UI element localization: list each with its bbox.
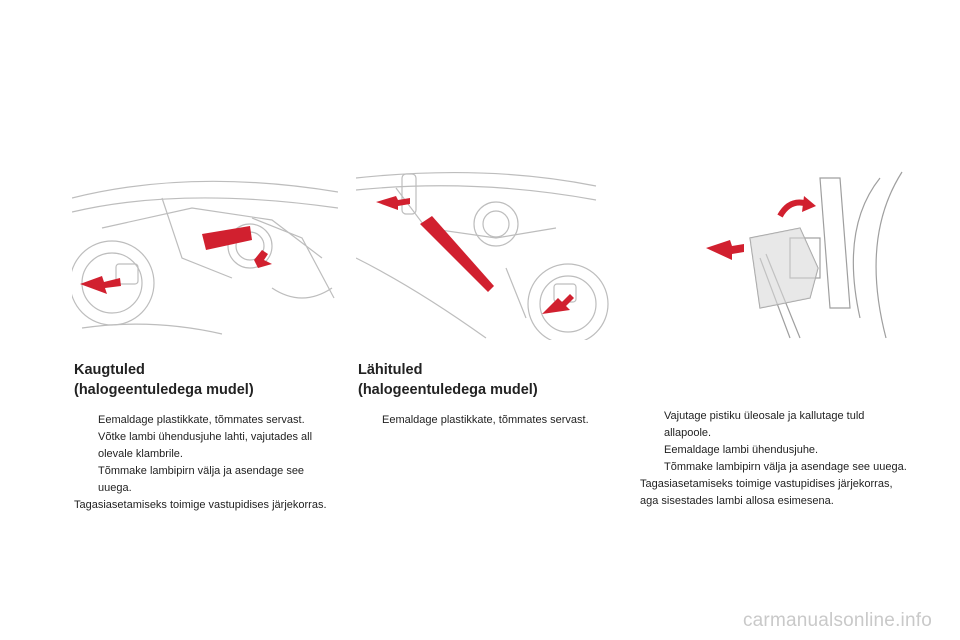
dipped-beam-steps (358, 412, 624, 429)
step-item (640, 442, 910, 459)
bulb-replacement-section (640, 408, 910, 510)
step-item (74, 463, 340, 497)
main-beam-heading (74, 360, 340, 400)
bulb-replacement-steps (640, 408, 910, 476)
step-text: Eemaldage plastikkate, tõmmates servast. (98, 414, 305, 426)
step-item (640, 408, 910, 442)
watermark-text: carmanualsonline.info (742, 610, 932, 631)
step-item (74, 412, 340, 429)
main-beam-steps (74, 412, 340, 497)
step-text: Vajutage pistiku üleosale ja kallutage tuld allapoole. (664, 410, 865, 439)
reassembly-note: Tagasiasetamiseks toimige vastupidises järjekorras, aga sisestades lambi allosa esimesena. (640, 478, 893, 507)
bulb-removal-illustration (640, 168, 906, 340)
step-item (358, 412, 624, 429)
step-item (640, 459, 910, 476)
main-beam-drawing (72, 168, 338, 340)
dipped-beam-illustration (356, 168, 622, 340)
step-text: Tõmmake lambipirn välja ja asendage see uuega. (664, 461, 907, 473)
main-beam-section (74, 360, 340, 514)
dipped-beam-heading (358, 360, 624, 400)
step-text: Eemaldage lambi ühendusjuhe. (664, 444, 819, 456)
main-beam-illustration (72, 168, 338, 340)
reassembly-note: Tagasiasetamiseks toimige vastupidises järjekorras. (74, 499, 327, 511)
step-text: Võtke lambi ühendusjuhe lahti, vajutades all olevale klambrile. (98, 431, 313, 460)
dipped-beam-section (358, 360, 624, 429)
dipped-beam-drawing (356, 168, 622, 340)
heading-line-1: Lähituled (358, 362, 423, 378)
step-item (74, 429, 340, 463)
step-text: Tõmmake lambipirn välja ja asendage see uuega. (98, 465, 305, 494)
bulb-removal-drawing (640, 168, 906, 340)
heading-line-2: (halogeentuledega mudel) (358, 382, 538, 398)
heading-line-1: Kaugtuled (74, 362, 145, 378)
step-text: Eemaldage plastikkate, tõmmates servast. (382, 414, 589, 426)
heading-line-2: (halogeentuledega mudel) (74, 382, 254, 398)
